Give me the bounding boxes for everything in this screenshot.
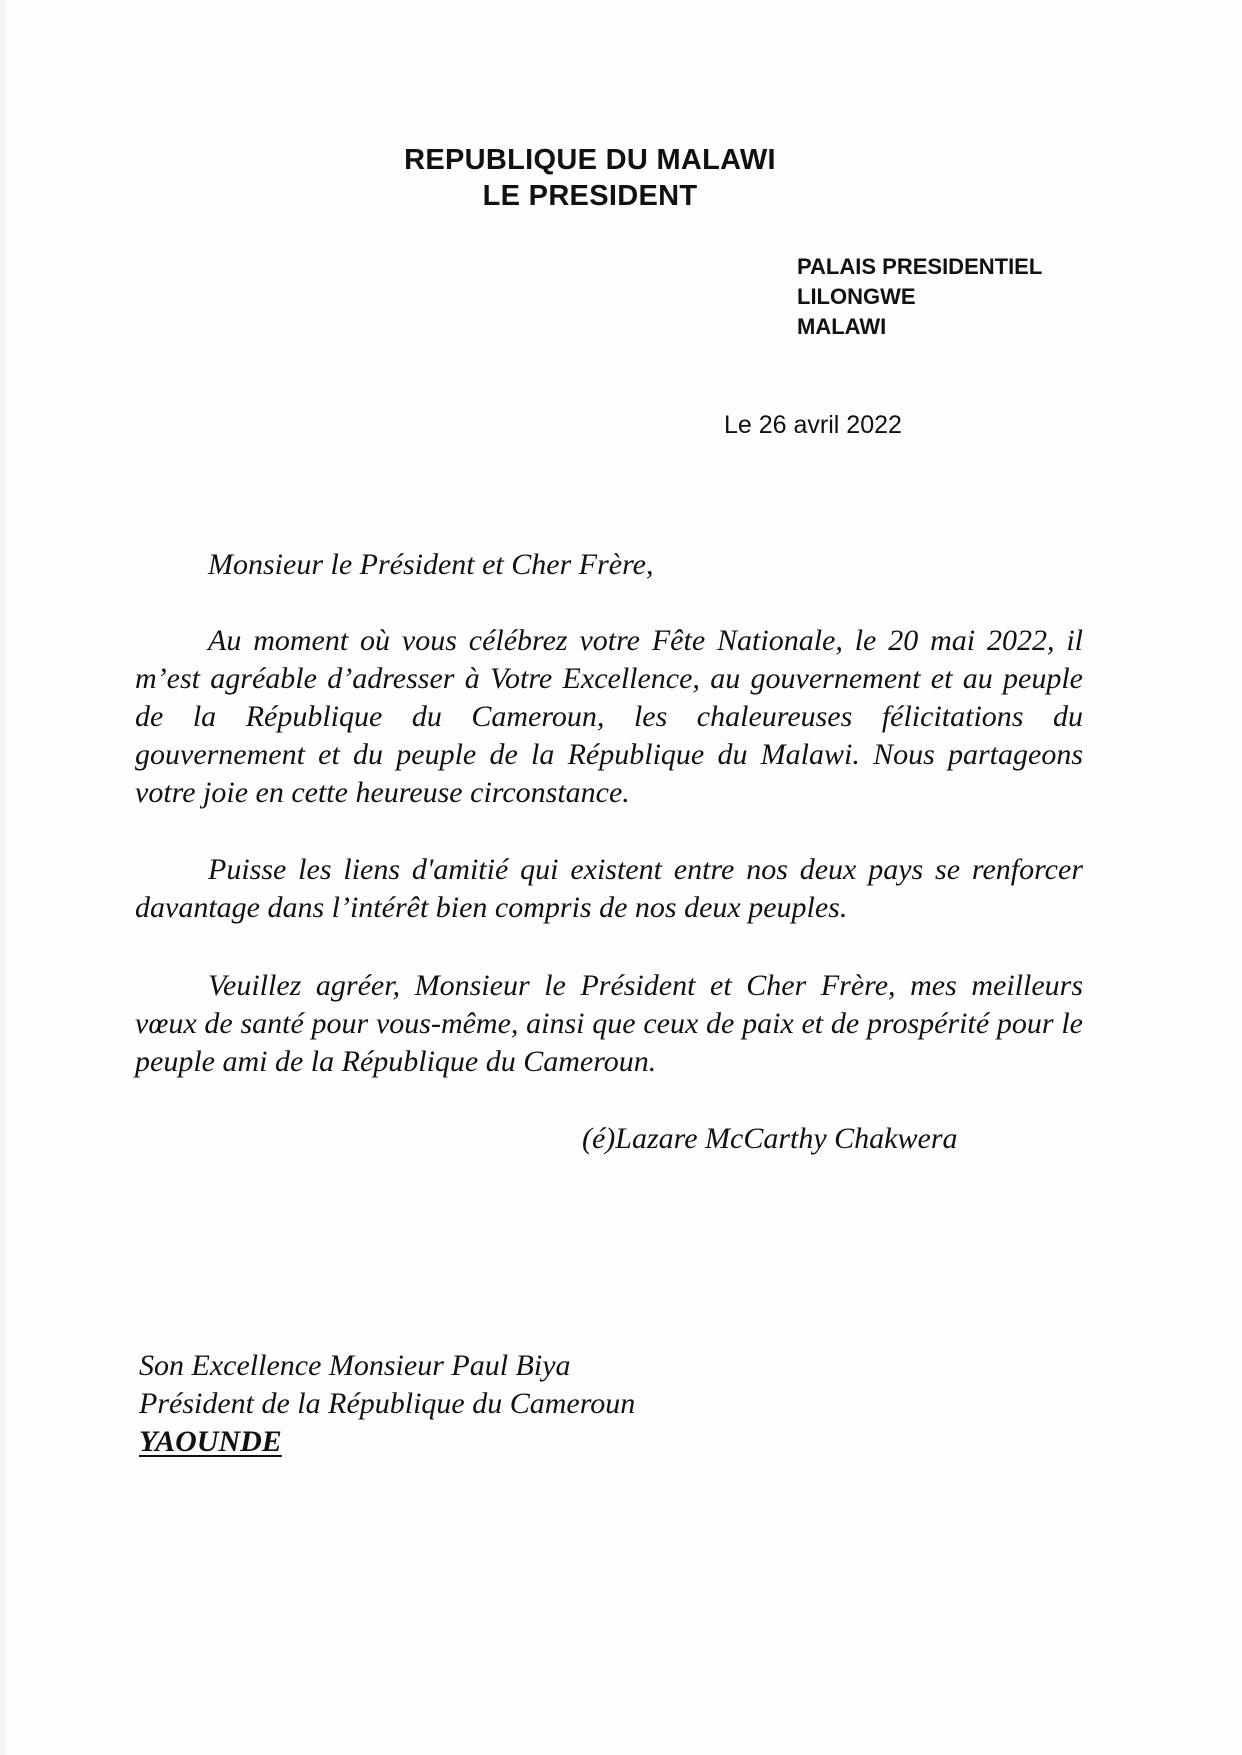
address-line-palace: PALAIS PRESIDENTIEL [797, 254, 1043, 279]
address-line-city: LILONGWE [797, 284, 916, 309]
address-line-country: MALAWI [797, 314, 887, 339]
letterhead [330, 142, 850, 214]
recipient-city: YAOUNDE [139, 1425, 282, 1458]
paragraph-closing: Veuillez agréer, Monsieur le Président et Cher Frère, mes meilleurs vœux de santé pour vous-même, ainsi que ceux de paix et de prospérité pour le peuple ami de la République du Cameroun. [135, 969, 1083, 1078]
paragraph-friendship: Puisse les liens d'amitié qui existent entre nos deux pays se renforcer davantage dans l’intérêt bien compris de nos deux peuples. [135, 853, 1083, 924]
letterhead-title: LE PRESIDENT [482, 180, 698, 212]
recipient-block [139, 1347, 635, 1461]
letter-date: Le 26 avril 2022 [724, 411, 902, 439]
signature: (é)Lazare McCarthy Chakwera [582, 1122, 958, 1155]
letterhead-country: REPUBLIQUE DU MALAWI [404, 144, 776, 176]
sender-address [797, 252, 1042, 342]
recipient-title: Président de la République du Cameroun [139, 1387, 636, 1420]
paragraph-congratulations: Au moment où vous célébrez votre Fête Nationale, le 20 mai 2022, il m’est agréable d’adresser à Votre Excellence, au gouvernement et au peuple de la République du Cameroun, les chaleureuses félicitations du gouvernement et du peuple de la République du Malawi. Nous partageons votre joie en cette heureuse circonstance. [135, 624, 1083, 809]
scan-edge-left [0, 0, 6, 1755]
recipient-name: Son Excellence Monsieur Paul Biya [139, 1349, 571, 1382]
salutation: Monsieur le Président et Cher Frère, [208, 548, 654, 581]
